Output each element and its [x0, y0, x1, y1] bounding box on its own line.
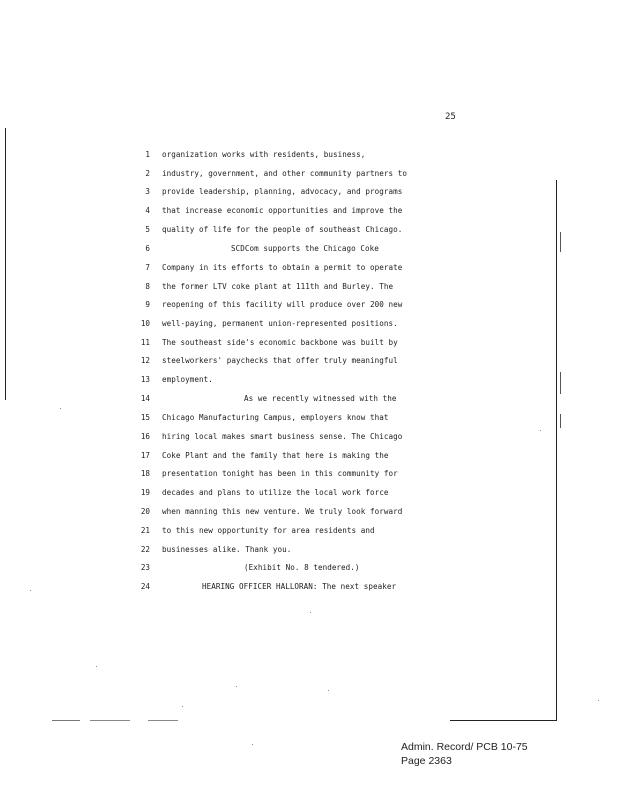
- scan-speck: [236, 686, 237, 687]
- transcript-line: quality of life for the people of southeast Chicago.: [162, 225, 403, 234]
- line-number: 8: [145, 282, 150, 291]
- line-number: 20: [140, 507, 150, 516]
- right-edge-mark: [560, 232, 561, 252]
- scan-speck: [96, 666, 97, 667]
- scan-speck: [598, 700, 599, 701]
- transcript-line: provide leadership, planning, advocacy, and programs: [162, 187, 403, 196]
- stamp-page-label: Page 2363: [401, 755, 452, 767]
- transcript-line: Chicago Manufacturing Campus, employers know that: [162, 413, 389, 422]
- line-number: 1: [145, 150, 150, 159]
- bottom-dash: [90, 720, 130, 721]
- transcript-line: when manning this new venture. We truly look forward: [162, 507, 403, 516]
- line-number: 7: [145, 263, 150, 272]
- line-number: 11: [140, 338, 150, 347]
- transcript-line: the former LTV coke plant at 111th and Burley. The: [162, 282, 394, 291]
- line-number: 16: [140, 432, 150, 441]
- scan-speck: [182, 706, 183, 707]
- line-number: 12: [140, 356, 150, 365]
- transcript-line: SCDCom supports the Chicago Coke: [231, 244, 379, 253]
- transcript-line: presentation tonight has been in this community for: [162, 469, 398, 478]
- transcript-line: As we recently witnessed with the: [244, 394, 397, 403]
- line-number: 21: [140, 526, 150, 535]
- admin-record-stamp: Admin. Record/ PCB 10-75: [401, 741, 528, 753]
- line-number: 10: [140, 319, 150, 328]
- transcript-line: The southeast side's economic backbone was built by: [162, 338, 398, 347]
- left-margin-rule: [5, 128, 6, 400]
- line-number: 24: [140, 582, 150, 591]
- line-number: 17: [140, 451, 150, 460]
- transcript-line: that increase economic opportunities and improve the: [162, 206, 403, 215]
- scan-speck: [252, 744, 253, 745]
- line-number: 2: [145, 169, 150, 178]
- transcript-line: to this new opportunity for area residents and: [162, 526, 375, 535]
- line-number: 23: [140, 563, 150, 572]
- scan-speck: [540, 430, 541, 431]
- line-number: 5: [145, 225, 150, 234]
- bottom-dash: [148, 720, 178, 721]
- page-number: 25: [445, 112, 456, 122]
- transcript-line: Company in its efforts to obtain a permit to operate: [162, 263, 403, 272]
- transcript-line: decades and plans to utilize the local work force: [162, 488, 389, 497]
- bottom-rule: [450, 720, 557, 721]
- line-number: 9: [145, 300, 150, 309]
- right-margin-rule: [556, 180, 557, 720]
- transcript-line: Coke Plant and the family that here is making the: [162, 451, 389, 460]
- scan-speck: [328, 690, 329, 691]
- line-number: 13: [140, 375, 150, 384]
- transcript-line: well-paying, permanent union-represented positions.: [162, 319, 398, 328]
- scan-speck: [30, 590, 31, 591]
- line-number: 19: [140, 488, 150, 497]
- line-number: 6: [145, 244, 150, 253]
- transcript-line: HEARING OFFICER HALLORAN: The next speaker: [202, 582, 397, 591]
- right-edge-mark: [560, 372, 561, 394]
- scan-speck: [60, 408, 61, 409]
- line-number: 18: [140, 469, 150, 478]
- transcript-line: employment.: [162, 375, 213, 384]
- line-number: 15: [140, 413, 150, 422]
- line-number: 14: [140, 394, 150, 403]
- right-edge-mark: [560, 414, 561, 428]
- transcript-line: organization works with residents, business,: [162, 150, 366, 159]
- line-number: 4: [145, 206, 150, 215]
- transcript-line: hiring local makes smart business sense. The Chicago: [162, 432, 403, 441]
- transcript-line: reopening of this facility will produce over 200 new: [162, 300, 403, 309]
- transcript-line: businesses alike. Thank you.: [162, 545, 292, 554]
- line-number: 22: [140, 545, 150, 554]
- transcript-line: (Exhibit No. 8 tendered.): [244, 563, 360, 572]
- transcript-line: industry, government, and other community partners to: [162, 169, 407, 178]
- bottom-dash: [52, 720, 80, 721]
- line-number: 3: [145, 187, 150, 196]
- scan-speck: [310, 612, 311, 613]
- transcript-line: steelworkers' paychecks that offer truly meaningful: [162, 356, 398, 365]
